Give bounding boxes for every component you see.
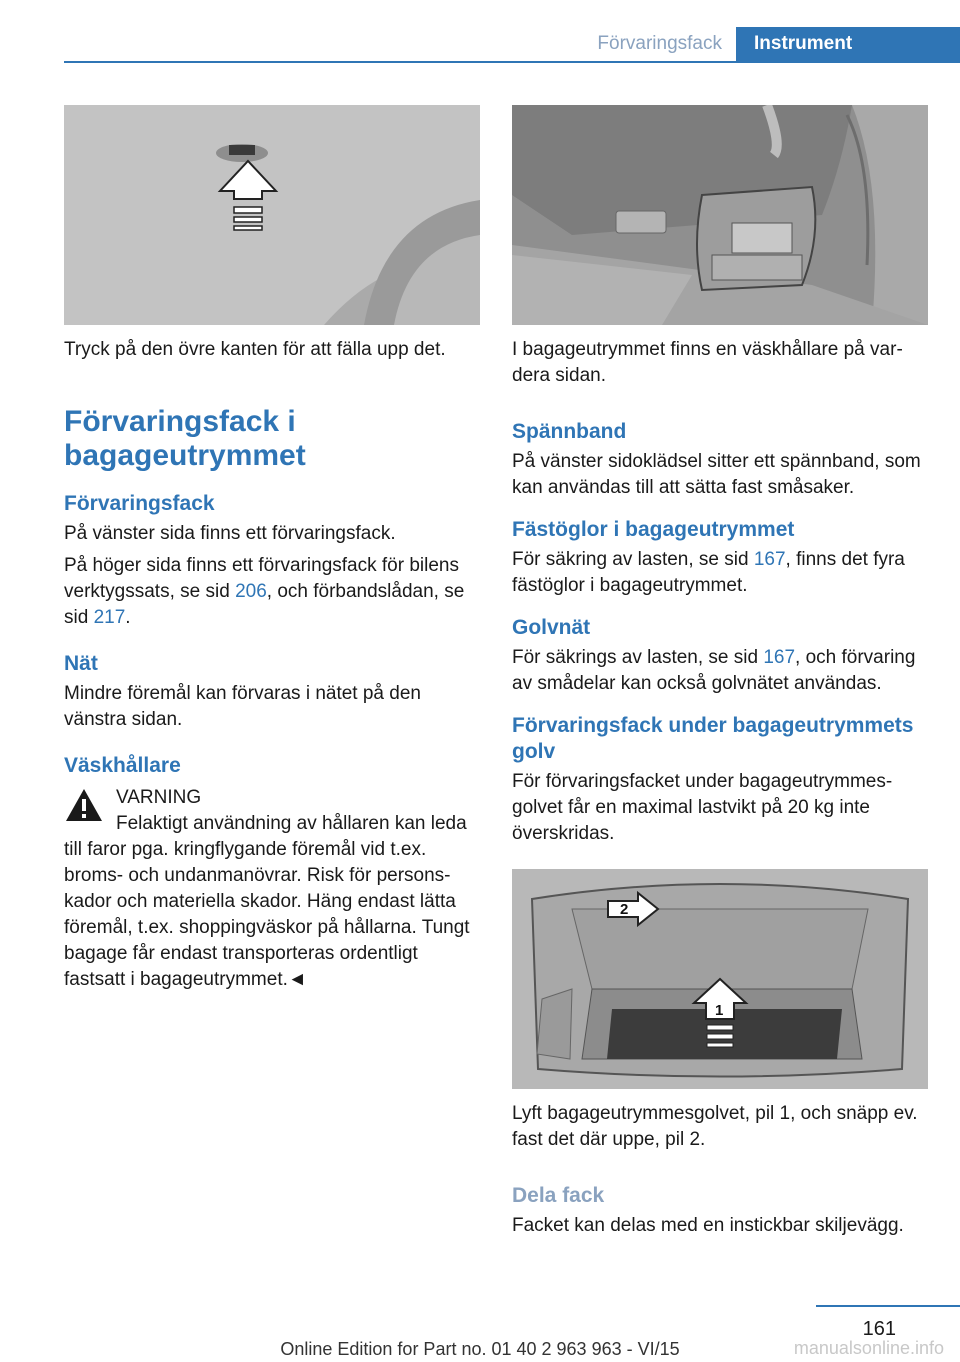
paragraph-net: Mindre föremål kan förvaras i nätet på den vänstra sidan. (64, 683, 421, 730)
subheading-tie-downs: Fästöglor i bagageutrymmet (512, 518, 795, 541)
text: , finns det fyra fästöglor i bagageutrymmet. (512, 549, 905, 596)
subheading-storage: Förvaringsfack (64, 492, 215, 515)
paragraph-underfloor: För förvaringsfacket under bagageutrymmesgolvet får en maximal lastvikt på 20 kg inte överskridas. (512, 771, 893, 844)
subheading-divider: Dela fack (512, 1184, 605, 1207)
page-link-167[interactable]: 167 (763, 647, 796, 668)
subheading-net: Nät (64, 652, 98, 675)
subheading-floor-net: Golvnät (512, 616, 591, 639)
paragraph-tie-downs (512, 547, 930, 599)
text: För säkring av lasten, se sid (512, 549, 754, 570)
arrow-label-2: 2 (620, 901, 629, 918)
text: På höger sida finns ett förvaringsfack för bilens verktygssats, se sid (64, 555, 459, 602)
page-link-217[interactable]: 217 (93, 607, 126, 628)
text: , och förvaring av smådelar kan också golvnätet användas. (512, 647, 916, 694)
text: För säkrings av lasten, se sid (512, 647, 764, 668)
header-chapter-tab: Instrument (736, 27, 960, 61)
paragraph-right-storage (64, 553, 482, 631)
text: . (125, 607, 131, 628)
text: , och förbandslådan, se sid (64, 581, 465, 628)
figure-caption: Lyft bagageutrymmesgolvet, pil 1, och snäpp ev. fast det där uppe, pil 2. (512, 1103, 918, 1150)
subheading-strap: Spännband (512, 420, 627, 443)
left-column (64, 105, 482, 993)
warning-text: Felaktigt användning av hållaren kan leda till faror pga. kringflygande föremål vid t.ex. broms- och undanmanövrar. Risk för personskador och materiella skador. Häng endast lätta föremål, t.ex. shoppingväskor på hållarna. Tungt bagage får endast transporteras ordentligt fastsatt i bagageutrymmet.◄ (64, 813, 470, 990)
header-rule (64, 61, 960, 63)
subheading-bag-holder: Väskhållare (64, 754, 181, 777)
figure-trunk-floor (512, 869, 928, 1089)
watermark: manualsonline.info (793, 1338, 944, 1358)
figure-trunk-side (512, 105, 928, 325)
paragraph-floor-net (512, 645, 930, 697)
arrow-label-1: 1 (715, 1002, 724, 1019)
figure-storage-lid (64, 105, 480, 325)
warning-block (64, 785, 482, 993)
page-link-167[interactable]: 167 (753, 549, 786, 570)
page-link-206[interactable]: 206 (235, 581, 267, 602)
warning-label: VARNING (116, 787, 202, 808)
paragraph-left-storage: På vänster sida finns ett förvaringsfack. (64, 523, 396, 544)
header-section-title: Förvaringsfack (597, 33, 722, 54)
right-column (512, 105, 930, 1239)
footer-edition-text: Online Edition for Part no. 01 40 2 963 963 - VI/15 (280, 1339, 680, 1359)
paragraph-divider: Facket kan delas med en instickbar skiljevägg. (512, 1215, 904, 1236)
footer-rule (816, 1305, 960, 1307)
section-heading: Förvaringsfack i bagageutrymmet (64, 405, 306, 472)
subheading-underfloor: Förvaringsfack under bagageutrymmets golv (512, 714, 914, 763)
paragraph-strap: På vänster sidoklädsel sitter ett spännband, som kan användas till att sätta fast småsaker. (512, 451, 921, 498)
figure-caption: I bagageutrymmet finns en väskhållare på vardera sidan. (512, 339, 903, 386)
page-number: 161 (862, 1318, 896, 1340)
warning-triangle-icon (64, 787, 104, 823)
figure-caption: Tryck på den övre kanten för att fälla upp det. (64, 339, 446, 360)
